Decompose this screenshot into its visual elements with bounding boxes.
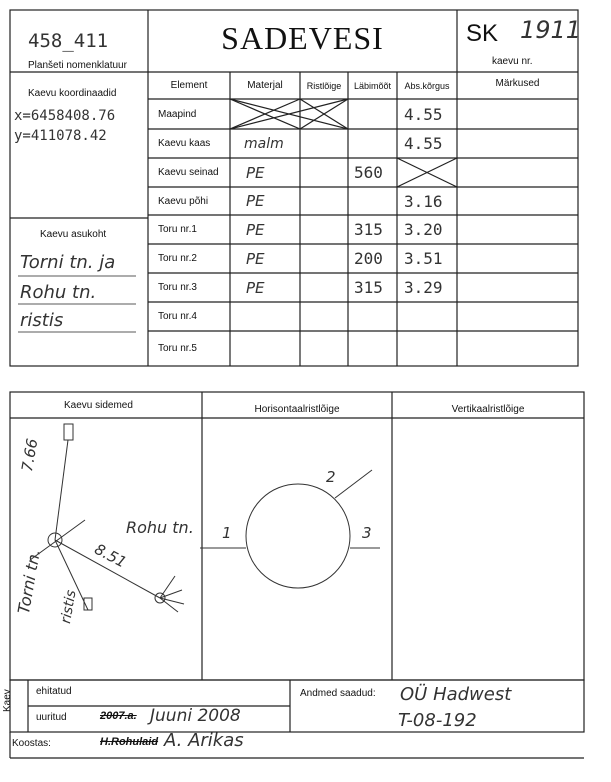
distance-upper: 7.66 — [18, 437, 42, 474]
data-source-label: Andmed saadud: — [300, 688, 376, 699]
row-element-7: Toru nr.3 — [158, 282, 197, 293]
coordinate-x: x=6458408.76 — [14, 108, 116, 124]
pipe-label-1: 1 — [222, 524, 232, 542]
row-material-7: PE — [246, 278, 265, 297]
row-diameter-5: 315 — [354, 220, 383, 239]
row-height-7: 3.29 — [404, 278, 443, 297]
sk-prefix: SK — [466, 20, 499, 47]
data-reference: T-08-192 — [398, 710, 477, 731]
row-element-9: Toru nr.5 — [158, 343, 197, 354]
row-diameter-6: 200 — [354, 249, 383, 268]
header-height: Abs.kõrgus — [404, 80, 450, 91]
pipe-label-2: 2 — [326, 468, 336, 486]
row-diameter-3: 560 — [354, 163, 383, 182]
sketch-ristis: ristis — [58, 588, 80, 625]
location-label: Kaevu asukoht — [40, 229, 107, 240]
built-label: ehitatud — [36, 686, 72, 697]
row-element-2: Kaevu kaas — [158, 138, 211, 149]
nomenclature-label: Planšeti nomenklatuur — [28, 60, 127, 71]
row-material-2: malm — [244, 135, 284, 152]
coordinates-label: Kaevu koordinaadid — [28, 88, 117, 99]
row-height-1: 4.55 — [404, 104, 443, 124]
data-source: OÜ Hadwest — [400, 684, 512, 705]
coordinate-y: y=411078.42 — [14, 128, 107, 144]
street-torni: Torni tn. — [14, 547, 45, 616]
row-height-2: 4.55 — [404, 134, 443, 153]
surveyed-label: uuritud — [36, 712, 67, 723]
row-height-6: 3.51 — [404, 249, 443, 268]
header-diameter: Läbimõõt — [353, 80, 392, 91]
row-element-1: Maapind — [158, 108, 197, 120]
vertical-section-label: Vertikaalristlõige — [451, 404, 525, 415]
row-element-5: Toru nr.1 — [158, 224, 197, 235]
row-material-3: PE — [246, 163, 265, 182]
compiled-new: A. Arikas — [164, 730, 244, 751]
location-line-1: Torni tn. ja — [20, 252, 116, 273]
row-element-8: Toru nr.4 — [158, 311, 197, 322]
row-height-5: 3.20 — [404, 220, 443, 239]
row-element-4: Kaevu põhi — [158, 195, 209, 207]
row-element-6: Toru nr.2 — [158, 253, 197, 264]
street-rohu: Rohu tn. — [126, 518, 194, 537]
row-material-5: PE — [246, 220, 265, 239]
pipe-label-3: 3 — [362, 524, 372, 542]
compiled-old: H.Rohulaid — [100, 736, 159, 748]
horizontal-section-label: Horisontaalristlõige — [254, 404, 340, 415]
nomenclature-value: 458_411 — [28, 30, 109, 52]
connections-label: Kaevu sidemed — [64, 400, 133, 411]
footer-side-label: Kaev — [2, 689, 13, 712]
location-line-2: Rohu tn. — [20, 282, 97, 303]
compiled-label: Koostas: — [12, 738, 51, 749]
header-cross-section: Ristlõige — [306, 80, 342, 91]
well-number-label: kaevu nr. — [492, 56, 533, 67]
location-line-3: ristis — [20, 310, 64, 331]
well-number: 1911 — [520, 16, 582, 44]
header-notes: Märkused — [495, 78, 540, 89]
form-title: SADEVESI — [221, 20, 384, 56]
row-diameter-7: 315 — [354, 278, 383, 297]
distance-lower: 8.51 — [91, 540, 130, 572]
surveyed-old: 2007.a. — [100, 710, 137, 722]
row-material-6: PE — [246, 249, 265, 268]
row-height-4: 3.16 — [404, 191, 443, 211]
row-material-4: PE — [246, 192, 265, 210]
header-material: Materjal — [247, 80, 283, 91]
surveyed-new: Juuni 2008 — [150, 706, 241, 726]
row-element-3: Kaevu seinad — [158, 167, 219, 178]
header-element: Element — [170, 80, 208, 91]
